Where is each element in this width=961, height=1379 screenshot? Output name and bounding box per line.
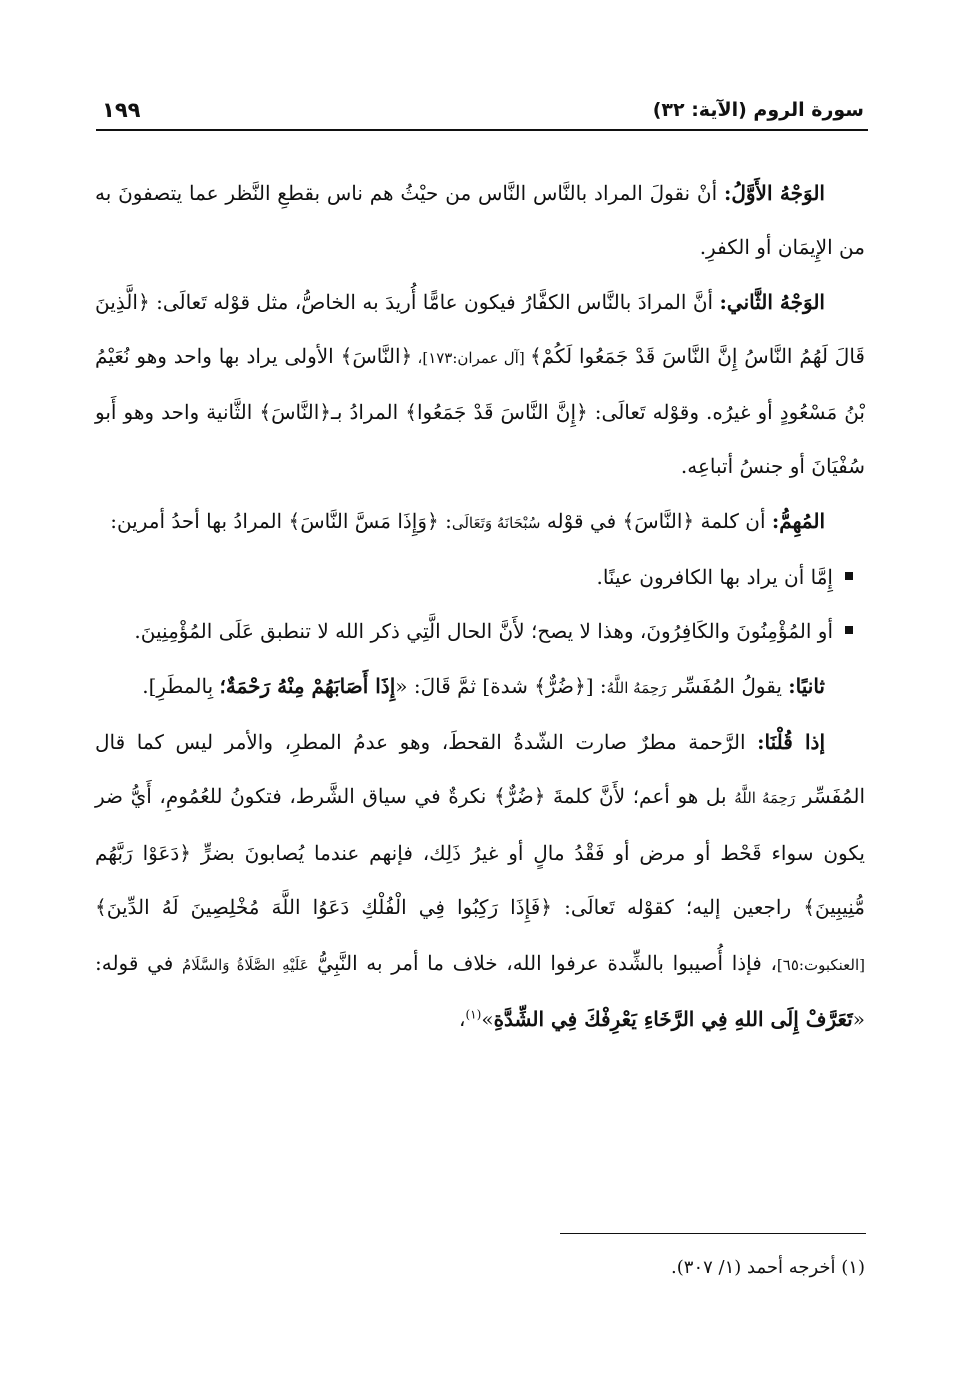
header-title: سورة الروم (الآية: ٣٢) <box>652 99 864 121</box>
verse-reference: [العنكبوت:٦٥] <box>776 956 865 975</box>
running-header <box>96 92 864 132</box>
bullet-list <box>95 550 865 659</box>
header-divider <box>96 129 868 131</box>
footnote-divider <box>560 1233 866 1234</box>
paragraph-text: نكرةٌ في سياق الشَّرط، فتكونُ للعُمُومِ، أَيُّ ضر يكون سواء قَحْط أو مرض أو فَقْدُ مالٍ أو غيرُ ذَلِك، فإنهم عندما يُصابونَ بضرٍّ <box>95 784 866 865</box>
bold-quote: تَعَرَّفْ إِلَى اللهِ فِي الرَّخَاءِ يَعْرِفْكَ فِي الشِّدَّةِ <box>493 1007 853 1032</box>
paragraph-text: الثَّانية واحد وهو أَبو سُفْيَانَ أو جنسُ أتباعِه. <box>95 400 865 479</box>
paragraph-text: الأولى يراد بها واحد وهو نُعَيْمُ بْنُ مَسْعُودٍ أو غيرُه. وقوْله تَعالَى: <box>95 343 865 425</box>
main-text <box>95 166 865 1047</box>
paragraph-text: أن كلمة <box>694 508 772 533</box>
paragraph-text: الرَّحمة مطرٌ صارت الشّدةُ القحطَ، وهو عدمُ المطرِ، والأمر ليس كما قال المُفَسِّر <box>95 729 865 809</box>
paragraph-lead: ثانيًا: <box>788 673 825 698</box>
paragraph-text: في قوْله <box>540 508 623 533</box>
paragraph-text: : <box>438 508 452 533</box>
paragraph-text: المرادُ بـ <box>330 400 406 425</box>
paragraph-text: : [ <box>585 673 607 698</box>
paragraph-secondly <box>95 659 865 715</box>
paragraph-text: ، فإذا أُصيبوا بالشِّدة عرفوا الله، خلاف ما أمر به النَّبِيُّ <box>308 951 777 976</box>
honorific: سُبْحَانَهُ وَتَعَالَى <box>451 513 541 532</box>
paragraph-text: أنْ نقولَ المراد بالنَّاس النَّاس من حيْثُ هم ناس بقطعِ النَّظر عما يتصفونَ به من الإِيمَان أو الكفرِ. <box>95 181 865 260</box>
quran-quote: ﴿الَّذِينَ قَالَ لَهُمُ النَّاسُ إِنَّ النَّاسَ قَدْ جَمَعُوا لَكُمْ﴾ <box>95 289 865 368</box>
honorific: رَحِمَهُ اللَّهُ <box>606 678 667 697</box>
paragraph-lead: الوَجْهُ الأَوَّلُ: <box>723 181 825 205</box>
paragraph-lead: إذا قُلْنَا: <box>757 729 825 754</box>
page-number: ١٩٩ <box>102 98 141 122</box>
paragraph-text: يقولُ المُفَسِّر <box>666 673 789 698</box>
square-bullet-icon <box>845 626 853 634</box>
list-item <box>95 550 865 604</box>
paragraph-text: المرادُ بها أحدُ أمرين: <box>110 508 289 533</box>
quran-quote: ﴿النَّاسَ﴾ <box>340 343 413 368</box>
square-bullet-icon <box>845 572 853 580</box>
quran-quote: ﴿وَإِذَا مَسَّ النَّاسَ﴾ <box>288 508 439 533</box>
footnote-marker[interactable]: (١) <box>465 1007 482 1022</box>
paragraph-second-aspect <box>95 275 865 494</box>
quran-quote: ﴿ضُرٌّ﴾ <box>534 673 586 698</box>
honorific: عَلَيْهِ الصَّلَاةُ وَالسَّلَامُ <box>181 956 309 975</box>
paragraph-lead: المُهِمُّ: <box>771 508 825 533</box>
paragraph-first-aspect <box>95 166 865 275</box>
paragraph-text: في قوله: « <box>95 951 865 1032</box>
paragraph-text: أنَّ المرادَ بالنَّاس الكفَّارُ فيكون عامًّا أُريدَ به الخاصُّ، مثل قوْله تَعالَى: <box>149 289 720 314</box>
list-item-text: أو المُؤْمِنُونَ والكَافِرُونَ، وهذا لا يصح؛ لأَنَّ الحال الَّتِي ذكر الله لا تنطبق عَلَى المُؤْمِنِينَ. <box>134 619 833 644</box>
paragraph-text: ، <box>459 1007 466 1032</box>
list-item-text: إِمَّا أن يراد بها الكافرون عينًا. <box>596 565 833 590</box>
honorific: رَحِمَهُ اللَّهُ <box>734 789 796 808</box>
paragraph-text: راجعين إليه؛ كقوْله تَعالَى: <box>552 894 804 919</box>
paragraph-lead: الوَجْهُ الثَّاني: <box>719 289 825 314</box>
paragraph-if-we-said <box>95 715 865 1047</box>
footnote: (١) أخرجه أحمد (١/ ٣٠٧). <box>671 1257 865 1278</box>
paragraph-text: بِالمطَرِ]. <box>142 673 220 698</box>
verse-reference: [آل عمران:١٧٣]، <box>412 348 530 367</box>
list-item <box>95 604 865 658</box>
quran-quote: ﴿فَإِذَا رَكِبُوا فِي الْفُلْكِ دَعَوُا اللَّهَ مُخْلِصِينَ لَهُ الدِّينَ﴾ <box>95 894 553 919</box>
paragraph-text: شدة] ثمَّ قَالَ: « <box>395 673 535 698</box>
quran-quote: ﴿ضُرٌّ﴾ <box>493 784 546 809</box>
paragraph-important <box>95 494 865 550</box>
quran-quote: ﴿دَعَوْا رَبَّهُم مُّنِيبِينَ﴾ <box>95 840 866 919</box>
paragraph-text: بل هو أعم؛ لأَنَّ كلمةَ <box>545 784 735 809</box>
paragraph-text: » <box>481 1007 494 1032</box>
bold-quote: إِذَا أَصَابَهُمْ مِنْهُ رَحْمَةٌ؛ <box>219 673 396 698</box>
quran-quote: ﴿النَّاسَ﴾ <box>622 508 695 533</box>
quran-quote: ﴿النَّاسَ﴾ <box>259 400 331 425</box>
quran-quote: ﴿إِنَّ النَّاسَ قَدْ جَمَعُوا﴾ <box>405 400 588 425</box>
